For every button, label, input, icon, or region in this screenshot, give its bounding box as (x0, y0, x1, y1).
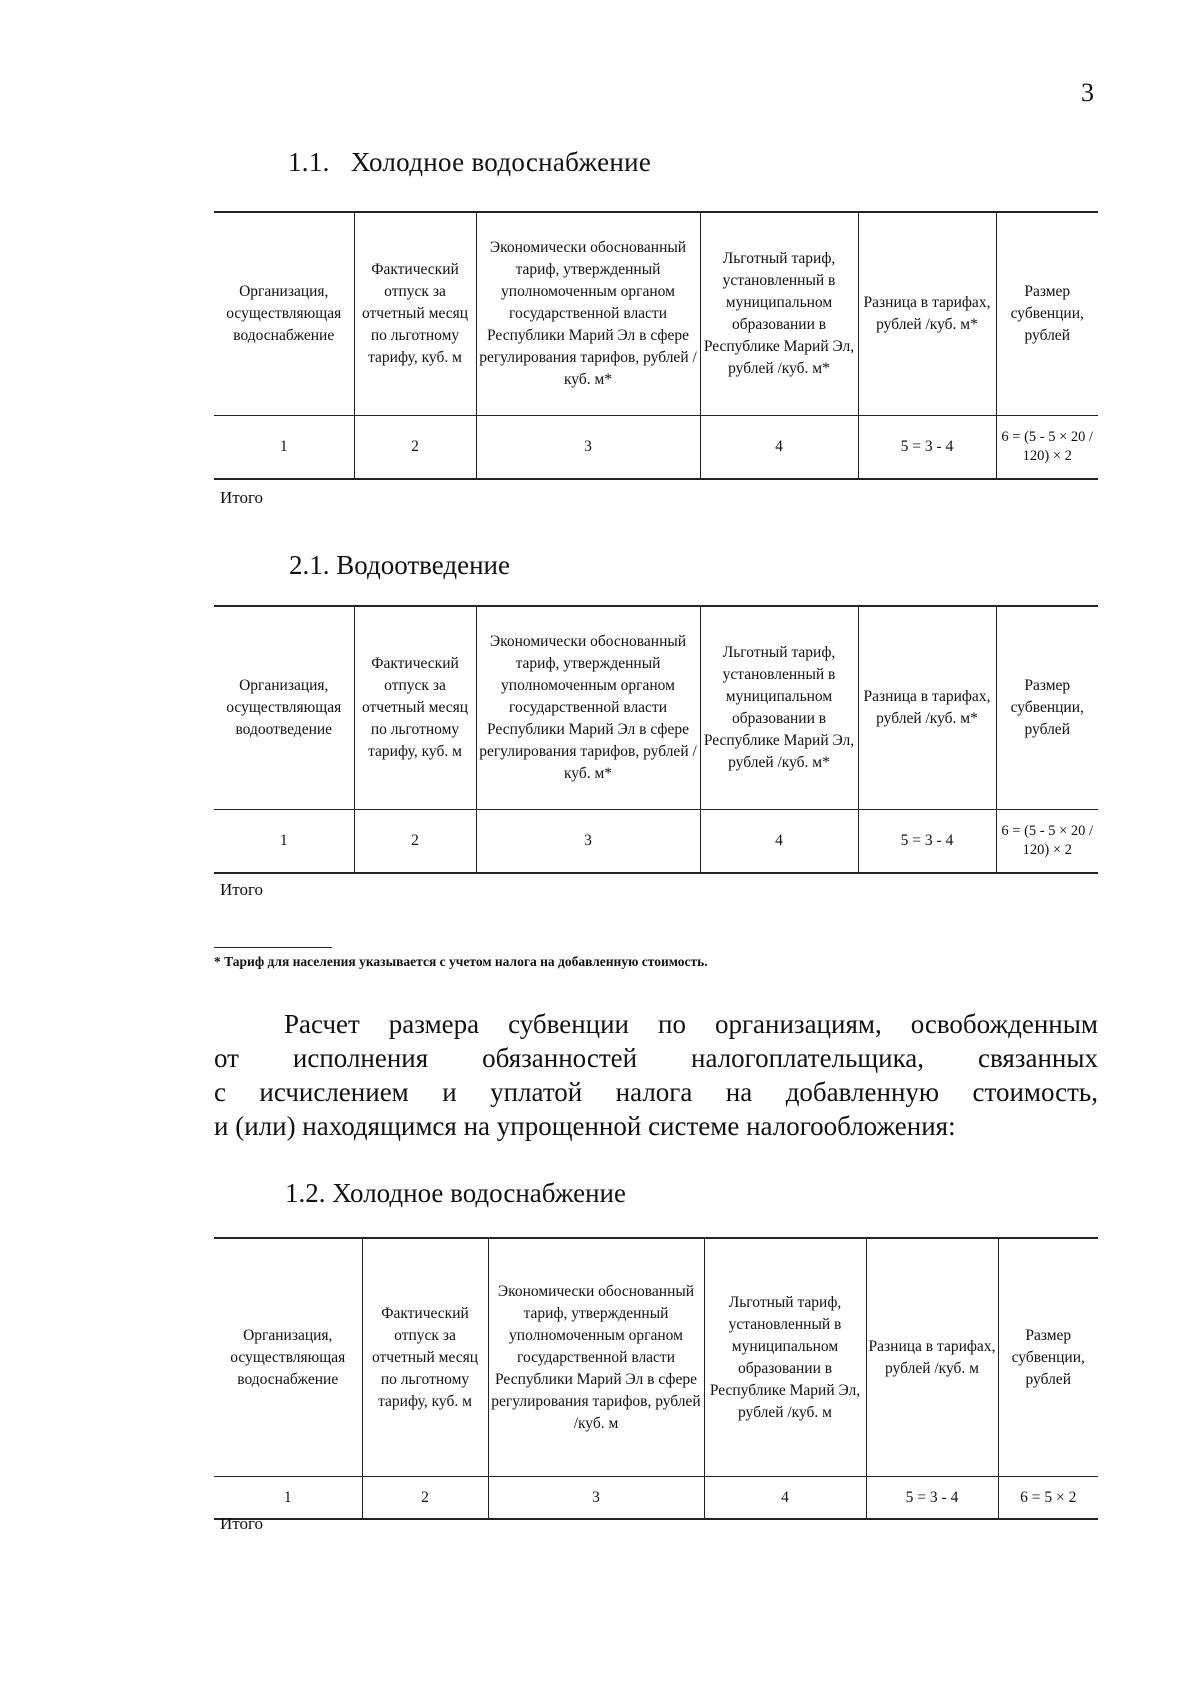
header-subvention-amount: Размер субвенции, рублей (996, 212, 1098, 416)
table-cold-water-1-1 (214, 211, 1098, 480)
header-subvention-amount: Размер субвенции, рублей (998, 1238, 1098, 1477)
header-subvention-amount: Размер субвенции, рублей (996, 606, 1098, 810)
header-organization: Организация, осуществляющая водоотведение (214, 606, 354, 810)
col-number-6: 6 = 5 × 2 (998, 1477, 1098, 1520)
col-number-3: 3 (476, 416, 700, 480)
header-tariff-difference: Разница в тарифах, рублей /куб. м* (858, 606, 996, 810)
col-number-4: 4 (700, 416, 858, 480)
col-number-6: 6 = (5 - 5 × 20 / 120) × 2 (996, 810, 1098, 874)
total-label: Итого (220, 488, 264, 507)
table-wastewater-2-1 (214, 605, 1098, 874)
header-actual-volume: Фактический отпуск за отчетный месяц по льготному тарифу, куб. м (354, 606, 476, 810)
col-number-4: 4 (700, 810, 858, 874)
table-number-row (214, 416, 1098, 480)
col-number-3: 3 (476, 810, 700, 874)
col-number-5: 5 = 3 - 4 (858, 810, 996, 874)
col-number-3: 3 (488, 1477, 704, 1520)
col-number-1: 1 (214, 810, 354, 874)
header-preferential-tariff: Льготный тариф, установленный в муниципальном образовании в Республике Марий Эл, рублей /куб. м (704, 1238, 866, 1477)
page-number: 3 (1081, 78, 1094, 107)
col-number-5: 5 = 3 - 4 (858, 416, 996, 480)
total-label: Итого (220, 1514, 264, 1533)
col-number-5: 5 = 3 - 4 (866, 1477, 998, 1520)
section-title-cold-water-1-1: 1.1. Холодное водоснабжение (288, 147, 652, 177)
header-economic-tariff: Экономически обоснованный тариф, утвержденный уполномоченным органом государственной власти Республики Марий Эл в сфере регулирования тарифов, рублей /куб. м* (476, 606, 700, 810)
footnote: * Тариф для населения указывается с учетом налога на добавленную стоимость. (214, 954, 708, 969)
header-economic-tariff: Экономически обоснованный тариф, утвержденный уполномоченным органом государственной власти Республики Марий Эл в сфере регулирования тарифов, рублей /куб. м* (476, 212, 700, 416)
total-label: Итого (220, 880, 264, 899)
table-header-row (214, 1238, 1098, 1477)
header-economic-tariff: Экономически обоснованный тариф, утвержденный уполномоченным органом государственной власти Республики Марий Эл в сфере регулирования тарифов, рублей /куб. м (488, 1238, 704, 1477)
table-header-row (214, 606, 1098, 810)
paragraph-line: и (или) находящимся на упрощенной системе налогообложения: (214, 1111, 956, 1141)
paragraph-line: с исчислением и уплатой налога на добавленную стоимость, (214, 1077, 1098, 1107)
col-number-6: 6 = (5 - 5 × 20 / 120) × 2 (996, 416, 1098, 480)
section-title-wastewater-2-1: 2.1. Водоотведение (289, 550, 510, 580)
col-number-4: 4 (704, 1477, 866, 1520)
subvention-calculation-paragraph (214, 1007, 1098, 1143)
col-number-2: 2 (354, 810, 476, 874)
col-number-2: 2 (362, 1477, 488, 1520)
header-organization: Организация, осуществляющая водоснабжение (214, 212, 354, 416)
paragraph-line: Расчет размера субвенции по организациям, освобожденным (284, 1009, 1098, 1039)
header-preferential-tariff: Льготный тариф, установленный в муниципальном образовании в Республике Марий Эл, рублей /куб. м* (700, 606, 858, 810)
section-title-cold-water-1-2: 1.2. Холодное водоснабжение (285, 1178, 626, 1208)
table-number-row (214, 1477, 1098, 1520)
col-number-2: 2 (354, 416, 476, 480)
table-cold-water-1-2 (214, 1237, 1098, 1520)
footnote-divider (214, 947, 332, 948)
col-number-1: 1 (214, 1477, 362, 1520)
header-actual-volume: Фактический отпуск за отчетный месяц по льготному тарифу, куб. м (354, 212, 476, 416)
table-header-row (214, 212, 1098, 416)
header-tariff-difference: Разница в тарифах, рублей /куб. м* (858, 212, 996, 416)
header-tariff-difference: Разница в тарифах, рублей /куб. м (866, 1238, 998, 1477)
header-organization: Организация, осуществляющая водоснабжение (214, 1238, 362, 1477)
header-preferential-tariff: Льготный тариф, установленный в муниципальном образовании в Республике Марий Эл, рублей /куб. м* (700, 212, 858, 416)
header-actual-volume: Фактический отпуск за отчетный месяц по льготному тарифу, куб. м (362, 1238, 488, 1477)
table-number-row (214, 810, 1098, 874)
col-number-1: 1 (214, 416, 354, 480)
paragraph-line: от исполнения обязанностей налогоплательщика, связанных (214, 1043, 1098, 1073)
